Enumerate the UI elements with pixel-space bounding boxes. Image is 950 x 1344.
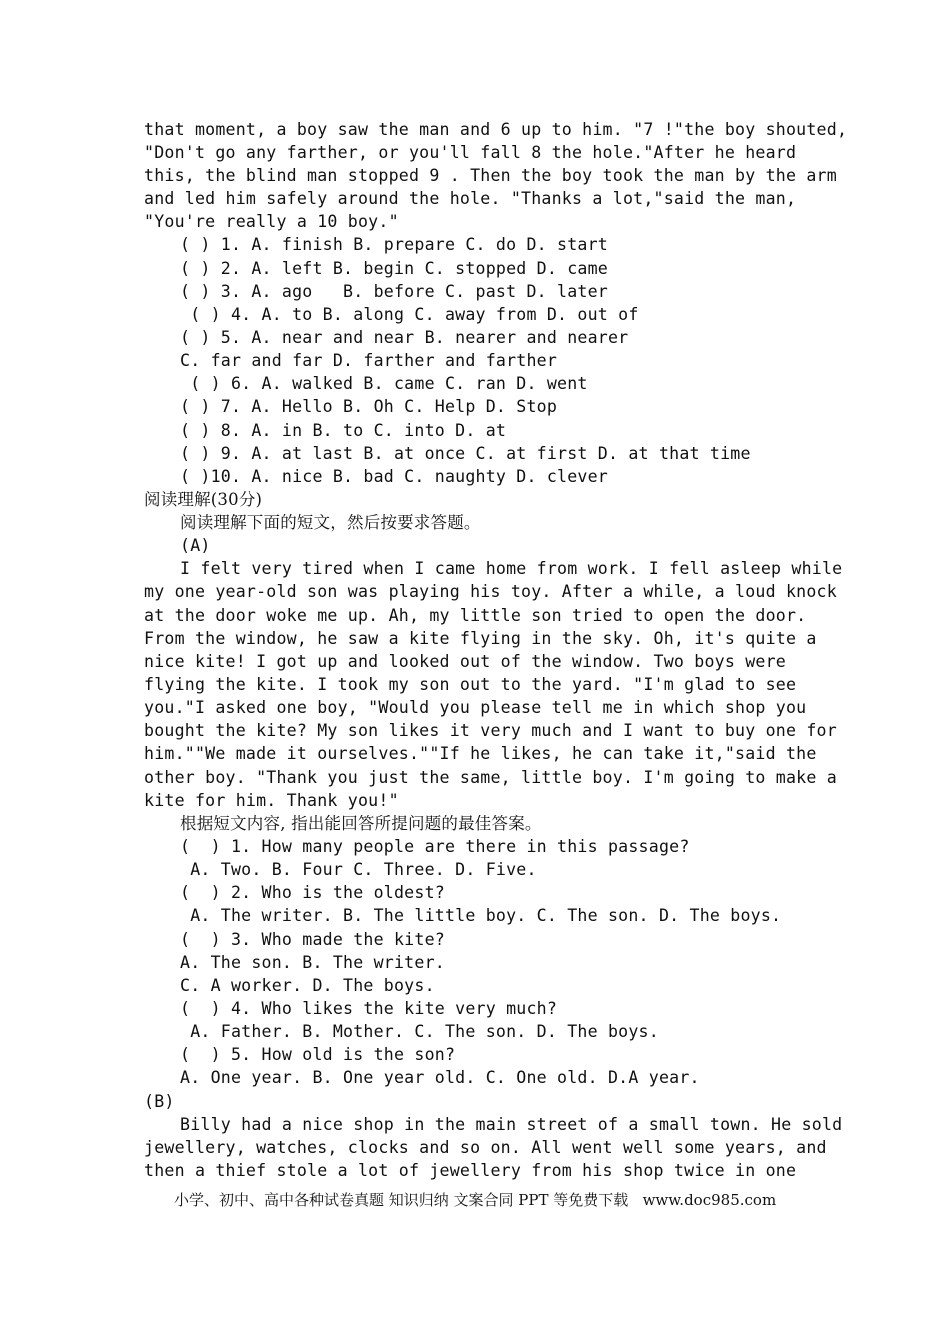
- cloze-option-line: ( ) 4. A. to B. along C. away from D. out of: [180, 305, 639, 324]
- passage-a-line: bought the kite? My son likes it very much and I want to buy one for: [144, 721, 837, 740]
- question-options: A. The writer. B. The little boy. C. The son. D. The boys.: [180, 906, 782, 925]
- passage-a-line: my one year-old son was playing his toy. After a while, a loud knock: [144, 582, 837, 601]
- question-options: A. Father. B. Mother. C. The son. D. The boys.: [180, 1022, 659, 1041]
- question-options: A. The son. B. The writer.: [180, 953, 445, 972]
- passage-b-line: then a thief stole a lot of jewellery from his shop twice in one: [144, 1161, 797, 1180]
- cloze-passage-line: and led him safely around the hole. "Thanks a lot,"said the man,: [144, 189, 797, 208]
- passage-b-line: Billy had a nice shop in the main street of a small town. He sold: [180, 1115, 843, 1134]
- cloze-option-line: ( ) 2. A. left B. begin C. stopped D. came: [180, 259, 608, 278]
- question-options: C. A worker. D. The boys.: [180, 976, 435, 995]
- question-options: A. One year. B. One year old. C. One old. D.A year.: [180, 1068, 700, 1087]
- cloze-option-line: ( ) 6. A. walked B. came C. ran D. went: [180, 374, 588, 393]
- cloze-option-line: ( ) 9. A. at last B. at once C. at first D. at that time: [180, 444, 751, 463]
- passage-b-label: (B): [144, 1092, 175, 1111]
- passage-a-line: at the door woke me up. Ah, my little son tried to open the door.: [144, 606, 807, 625]
- passage-a-line: flying the kite. I took my son out to the yard. "I'm glad to see: [144, 675, 797, 694]
- cloze-option-line: ( ) 1. A. finish B. prepare C. do D. start: [180, 235, 608, 254]
- question-line: ( ) 3. Who made the kite?: [180, 930, 445, 949]
- passage-a-line: From the window, he saw a kite flying in the sky. Oh, it's quite a: [144, 629, 817, 648]
- question-options: A. Two. B. Four C. Three. D. Five.: [180, 860, 537, 879]
- passage-b-line: jewellery, watches, clocks and so on. All went well some years, and: [144, 1138, 827, 1157]
- cloze-passage-line: this, the blind man stopped 9 . Then the boy took the man by the arm: [144, 166, 837, 185]
- passage-a-label: (A): [180, 536, 211, 555]
- cloze-passage-line: "Don't go any farther, or you'll fall 8 the hole."After he heard: [144, 143, 797, 162]
- question-line: ( ) 2. Who is the oldest?: [180, 883, 445, 902]
- passage-a-line: kite for him. Thank you!": [144, 791, 399, 810]
- section-instruction: 阅读理解下面的短文，然后按要求答题。: [180, 513, 481, 532]
- cloze-option-line: ( ) 8. A. in B. to C. into D. at: [180, 421, 507, 440]
- passage-a-line: nice kite! I got up and looked out of the window. Two boys were: [144, 652, 786, 671]
- cloze-option-line: ( ) 7. A. Hello B. Oh C. Help D. Stop: [180, 397, 558, 416]
- question-line: ( ) 1. How many people are there in this passage?: [180, 837, 690, 856]
- passage-a-line: him.""We made it ourselves.""If he likes, he can take it,"said the: [144, 744, 817, 763]
- cloze-option-line: ( )10. A. nice B. bad C. naughty D. clever: [180, 467, 608, 486]
- passage-a-line: I felt very tired when I came home from work. I fell asleep while: [180, 559, 843, 578]
- section-title: 阅读理解(30分): [144, 490, 263, 509]
- page-footer: 小学、初中、高中各种试卷真题 知识归纳 文案合同 PPT 等免费下载 www.doc985.com: [174, 1191, 777, 1209]
- passage-a-instruction: 根据短文内容, 指出能回答所提问题的最佳答案。: [180, 814, 542, 833]
- passage-a-line: you."I asked one boy, "Would you please tell me in which shop you: [144, 698, 807, 717]
- cloze-option-line: ( ) 3. A. ago B. before C. past D. later: [180, 282, 608, 301]
- question-line: ( ) 4. Who likes the kite very much?: [180, 999, 558, 1018]
- cloze-option-line: C. far and far D. farther and farther: [180, 351, 558, 370]
- cloze-option-line: ( ) 5. A. near and near B. nearer and nearer: [180, 328, 629, 347]
- passage-a-line: other boy. "Thank you just the same, little boy. I'm going to make a: [144, 768, 837, 787]
- cloze-passage-line: that moment, a boy saw the man and 6 up to him. "7 !"the boy shouted,: [144, 120, 848, 139]
- cloze-passage-line: "You're really a 10 boy.": [144, 212, 399, 231]
- question-line: ( ) 5. How old is the son?: [180, 1045, 456, 1064]
